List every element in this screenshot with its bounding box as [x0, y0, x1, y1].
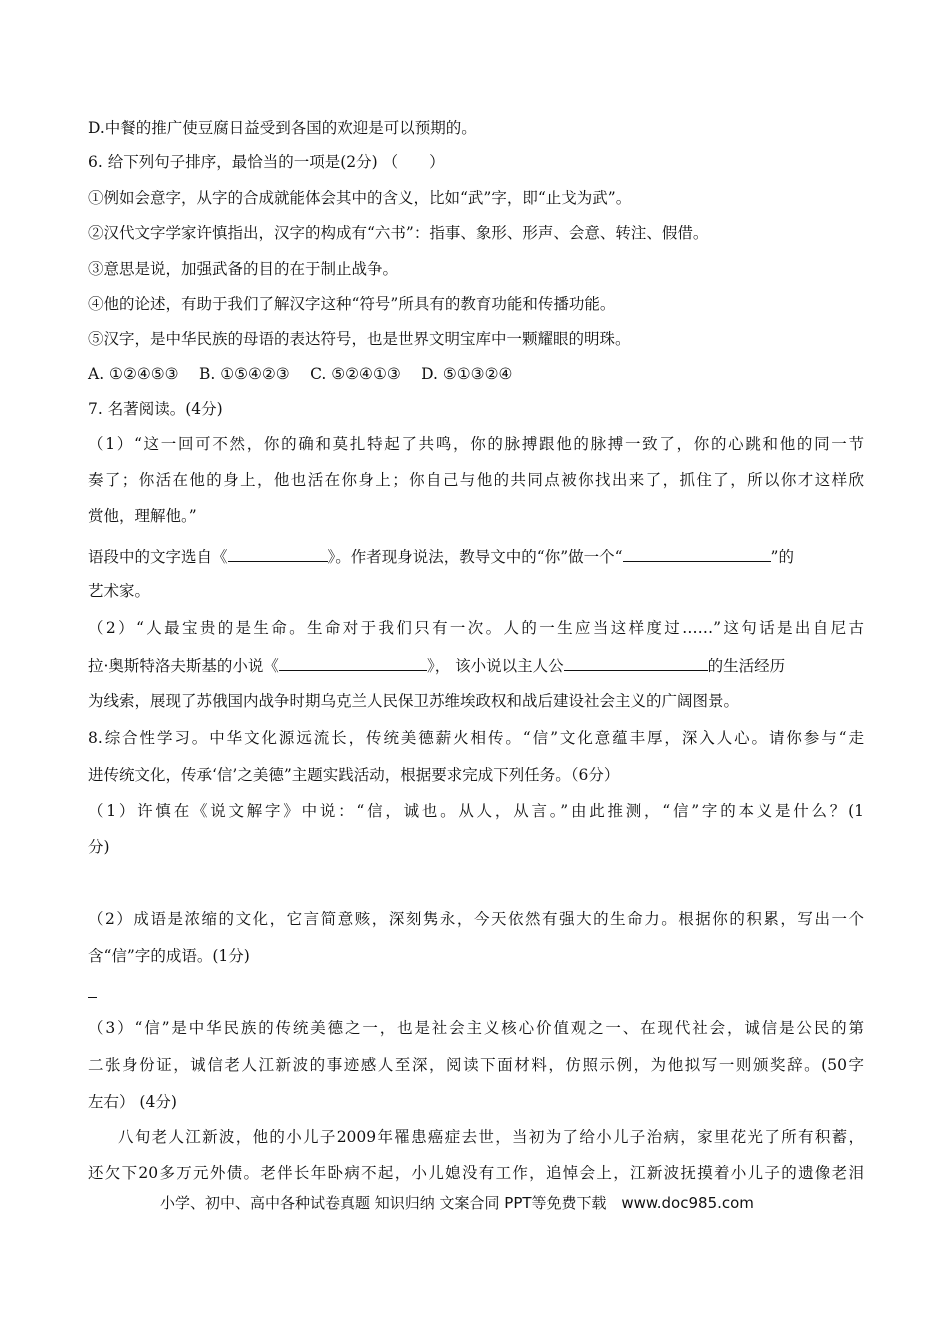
fill-suffix: 的生活经历 — [707, 657, 786, 675]
question-6-sentence-5: ⑤汉字，是中华民族的母语的表达符号，也是世界文明宝库中一颗耀眼的明珠。 — [88, 330, 631, 348]
fill-middle: 》。作者现身说法，教导文中的“你”做一个“ — [327, 548, 623, 566]
question-6-heading: 6. 给下列句子排序，最恰当的一项是(2分) （ ） — [88, 153, 445, 171]
question-8-part-2-line-1: （2）成语是浓缩的文化，它言简意赅，深刻隽永，今天依然有强大的生命力。根据你的积累，写出一个 — [88, 910, 864, 928]
material-paragraph-line-2: 还欠下20多万元外债。老伴长年卧病不起，小儿媳没有工作，追悼会上，江新波抚摸着小儿子的遗像老泪 — [88, 1164, 864, 1182]
question-6-options: A. ①②④⑤③ B. ①⑤④②③ C. ⑤②④①③ D. ⑤①③②④ — [88, 365, 513, 383]
footer-text: 小学、初中、高中各种试卷真题 知识归纳 文案合同 PPT等免费下载 — [160, 1194, 607, 1212]
novel-title-blank[interactable] — [279, 654, 427, 671]
protagonist-blank[interactable] — [564, 654, 708, 671]
question-8-part-1-line-2: 分) — [88, 838, 110, 856]
question-7-part-1-line-2: 奏了；你活在他的身上，他也活在你身上；你自己与他的共同点被你找出来了，抓住了，所以你才这样欣 — [88, 471, 864, 489]
question-6-sentence-4: ④他的论述，有助于我们了解汉字这种“符号”所具有的教育功能和传播功能。 — [88, 295, 616, 313]
question-7-part-1-fill-line — [88, 545, 864, 567]
question-7-part-2-line-1: （2）“人最宝贵的是生命。生命对于我们只有一次。人的一生应当这样度过……”这句话是出自尼古 — [88, 619, 864, 637]
artist-type-blank[interactable] — [623, 545, 771, 562]
question-7-part-1-line-3: 赏他，理解他。” — [88, 507, 197, 525]
question-6-sentence-2: ②汉代文字学家许慎指出，汉字的构成有“六书”：指事、象形、形声、会意、转注、假借。 — [88, 224, 709, 242]
fill-suffix: ”的 — [770, 548, 794, 566]
question-7-part-1-line-1: （1）“这一回可不然，你的确和莫扎特起了共鸣，你的脉搏跟他的脉搏一致了，你的心跳和他的同一节 — [88, 435, 864, 453]
question-8-line-2: 进传统文化，传承‘信’之美德”主题实践活动，根据要求完成下列任务。（6分） — [88, 766, 620, 784]
question-7-heading: 7. 名著阅读。(4分) — [88, 400, 223, 418]
question-7-part-2-line-3: 为线索，展现了苏俄国内战争时期乌克兰人民保卫苏维埃政权和战后建设社会主义的广阔图景。 — [88, 692, 740, 710]
question-8-part-3-line-3: 左右） (4分) — [88, 1093, 177, 1111]
question-6-sentence-3: ③意思是说，加强武备的目的在于制止战争。 — [88, 260, 399, 278]
question-8-part-3-line-1: （3）“信”是中华民族的传统美德之一，也是社会主义核心价值观之一、在现代社会，诚信是公民的第 — [88, 1019, 864, 1037]
question-8-part-2-line-2: 含“信”字的成语。(1分) — [88, 947, 250, 965]
answer-dash-mark — [88, 997, 97, 998]
material-paragraph-line-1: 八旬老人江新波，他的小儿子2009年罹患癌症去世，当初为了给小儿子治病，家里花光了所有积蓄， — [118, 1128, 864, 1146]
question-8-part-1-line-1: （1）许慎在《说文解字》中说：“信，诚也。从人，从言。”由此推测，“信”字的本义是什么？(1 — [88, 802, 864, 820]
question-6-sentence-1: ①例如会意字，从字的合成就能体会其中的含义，比如“武”字，即“止戈为武”。 — [88, 189, 632, 207]
book-title-blank[interactable] — [228, 545, 328, 562]
option-d-line: D.中餐的推广使豆腐日益受到各国的欢迎是可以预期的。 — [88, 119, 477, 137]
footer-site-link[interactable]: www.doc985.com — [621, 1194, 754, 1212]
fill-prefix: 拉·奥斯特洛夫斯基的小说《 — [88, 657, 279, 675]
question-8-line-1: 8.综合性学习。中华文化源远流长，传统美德薪火相传。“信”文化意蕴丰厚，深入人心。请你参与“走 — [88, 729, 864, 747]
question-7-part-2-fill-line — [88, 654, 864, 676]
question-7-part-1-line-5: 艺术家。 — [88, 582, 151, 600]
footer-banner — [160, 1192, 764, 1213]
fill-middle: 》， 该小说以主人公 — [426, 657, 564, 675]
question-8-part-3-line-2: 二张身份证，诚信老人江新波的事迹感人至深，阅读下面材料，仿照示例，为他拟写一则颁奖辞。(50字 — [88, 1056, 864, 1074]
fill-prefix: 语段中的文字选自《 — [88, 548, 228, 566]
